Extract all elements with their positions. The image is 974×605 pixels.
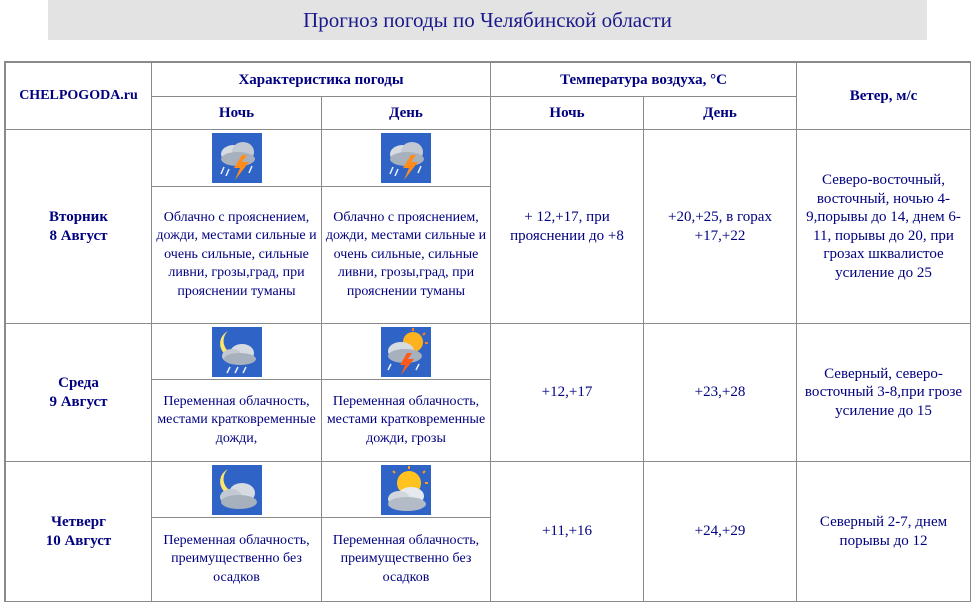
- sun-cloud-icon: [381, 465, 431, 515]
- wind-value: Северный, северо-восточный 3-8,при грозе усиление до 15: [796, 323, 971, 462]
- temp-day-value: +24,+29: [643, 461, 797, 602]
- thunderstorm-rain-icon: [212, 133, 262, 183]
- temp-day-value: +20,+25, в горах +17,+22: [643, 129, 797, 324]
- day-description: Облачно с прояснением, дожди, местами сильные и очень сильные, сильные ливни, грозы,град, при прояснении туманы: [321, 186, 491, 324]
- temp-night-header: Ночь: [490, 96, 644, 130]
- night-description: Переменная облачность, преимущественно без осадков: [151, 517, 322, 602]
- date-label: 8 Август: [49, 227, 108, 244]
- temp-night-value: +12,+17: [490, 323, 644, 462]
- date-label: 10 Август: [45, 532, 112, 549]
- night-description: Переменная облачность, местами кратковременные дожди,: [151, 379, 322, 462]
- night-icon-cell: [151, 129, 322, 187]
- moon-cloud-icon: [212, 465, 262, 515]
- sun-thunderstorm-rain-icon: [381, 327, 431, 377]
- day-description: Переменная облачность, местами кратковременные дожди, грозы: [321, 379, 491, 462]
- day-cell: [5, 323, 152, 462]
- temp-day-header: День: [643, 96, 797, 130]
- forecast-table: [4, 61, 971, 602]
- page-title: Прогноз погоды по Челябинской области: [48, 0, 927, 40]
- wind-value: Северный 2-7, днем порывы до 12: [796, 461, 971, 602]
- temperature-header: Температура воздуха, °С: [490, 62, 797, 97]
- night-icon-cell: [151, 323, 322, 380]
- day-description: Переменная облачность, преимущественно без осадков: [321, 517, 491, 602]
- moon-cloud-rain-icon: [212, 327, 262, 377]
- day-icon-cell: [321, 323, 491, 380]
- day-icon-cell: [321, 129, 491, 187]
- day-cell: [5, 461, 152, 602]
- temp-night-value: + 12,+17, при прояснении до +8: [490, 129, 644, 324]
- weekday-label: Вторник: [49, 208, 108, 225]
- temp-night-value: +11,+16: [490, 461, 644, 602]
- weekday-label: Четверг: [51, 513, 106, 530]
- night-icon-cell: [151, 461, 322, 518]
- brand-cell: CHELPOGODA.ru: [5, 62, 152, 130]
- day-icon-cell: [321, 461, 491, 518]
- thunderstorm-rain-icon: [381, 133, 431, 183]
- night-description: Облачно с прояснением, дожди, местами сильные и очень сильные, сильные ливни, грозы,град, при прояснении туманы: [151, 186, 322, 324]
- weather-night-header: Ночь: [151, 96, 322, 130]
- weekday-label: Среда: [58, 374, 99, 391]
- temp-day-value: +23,+28: [643, 323, 797, 462]
- date-label: 9 Август: [49, 393, 108, 410]
- weather-header: Характеристика погоды: [151, 62, 491, 97]
- weather-day-header: День: [321, 96, 491, 130]
- day-cell: [5, 129, 152, 324]
- wind-header: Ветер, м/с: [796, 62, 971, 130]
- wind-value: Северо-восточный, восточный, ночью 4-9,порывы до 14, днем 6-11, порывы до 20, при грозах шквалистое усиление до 25: [796, 129, 971, 324]
